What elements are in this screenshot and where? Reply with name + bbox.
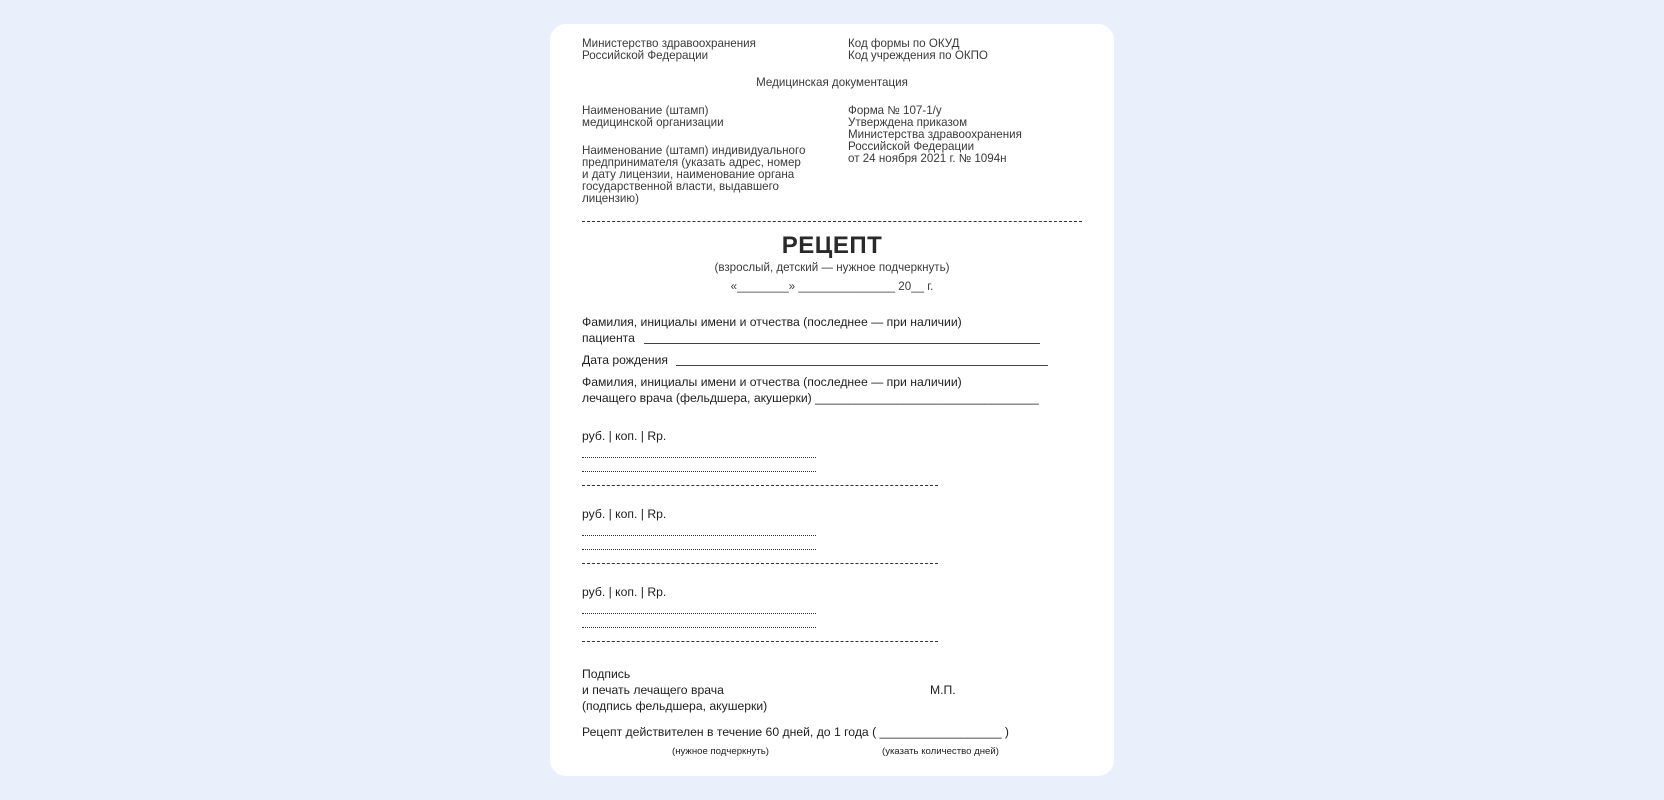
ministry-label [582, 38, 756, 62]
org-stamp-label [582, 105, 724, 129]
header-divider [582, 221, 1082, 222]
codes-block [848, 38, 988, 62]
ip-stamp-line-4: государственной власти, выдавшего [582, 180, 779, 193]
rp-divider-2 [582, 563, 938, 564]
form-approval-line-3: Российской Федерации [848, 140, 975, 153]
ministry-line-2: Российской Федерации [582, 49, 709, 62]
org-stamp-line-1: Наименование (штамп) [582, 104, 709, 117]
signature-label-3: (подпись фельдшера, акушерки) [582, 699, 768, 713]
okpo-label: Код учреждения по ОКПО [848, 49, 988, 62]
birth-date-field[interactable] [676, 365, 1048, 366]
patient-name-label-1: Фамилия, инициалы имени и отчества (последнее — при наличии) [582, 315, 962, 329]
validity-note-days: (указать количество дней) [882, 746, 999, 757]
rp-line-2a[interactable] [582, 535, 816, 536]
doc-type-label: Медицинская документация [756, 76, 908, 89]
stamp-place-label: М.П. [930, 683, 956, 697]
signature-label-2: и печать лечащего врача [582, 683, 724, 697]
rp-line-3a[interactable] [582, 613, 816, 614]
form-number: Форма № 107-1/у [848, 104, 942, 117]
birth-date-label: Дата рождения [582, 353, 668, 367]
rp-label-2: руб. | коп. | Rp. [582, 507, 667, 521]
doctor-name-field[interactable]: лечащего врача (фельдшера, акушерки) _________________________________ [582, 391, 1039, 405]
prescription-form [550, 24, 1114, 776]
form-approval-line-2: Министерства здравоохранения [848, 128, 1022, 141]
patient-name-label-2: пациента [582, 331, 635, 345]
ip-stamp-line-3: и дату лицензии, наименование органа [582, 168, 795, 181]
rp-label-1: руб. | коп. | Rp. [582, 429, 667, 443]
rp-line-2b[interactable] [582, 549, 816, 550]
date-field[interactable]: «________» _______________ 20__ г. [730, 280, 934, 293]
patient-name-field[interactable] [644, 343, 1040, 344]
rp-divider-1 [582, 485, 938, 486]
form-approval-line-1: Утверждена приказом [848, 116, 968, 129]
rp-line-1b[interactable] [582, 471, 816, 472]
ip-stamp-label [582, 145, 805, 205]
title-subtitle: (взрослый, детский — нужное подчеркнуть) [714, 261, 950, 274]
validity-note-underline: (нужное подчеркнуть) [672, 746, 769, 757]
doctor-name-label-1: Фамилия, инициалы имени и отчества (последнее — при наличии) [582, 375, 962, 389]
rp-line-1a[interactable] [582, 457, 816, 458]
validity-text[interactable]: Рецепт действителен в течение 60 дней, до 1 года ( __________________ ) [582, 725, 1009, 739]
ministry-line-1: Министерство здравоохранения [582, 37, 756, 50]
org-stamp-line-2: медицинской организации [582, 116, 724, 129]
form-approval-line-4: от 24 ноября 2021 г. № 1094н [848, 152, 1007, 165]
ip-stamp-line-1: Наименование (штамп) индивидуального [582, 144, 806, 157]
okud-label: Код формы по ОКУД [848, 37, 960, 50]
ip-stamp-line-2: предпринимателя (указать адрес, номер [582, 156, 801, 169]
page-title: РЕЦЕПТ [781, 232, 883, 259]
rp-label-3: руб. | коп. | Rp. [582, 585, 667, 599]
form-approval-block [848, 105, 1022, 165]
rp-divider-3 [582, 641, 938, 642]
signature-label-1: Подпись [582, 667, 631, 681]
rp-line-3b[interactable] [582, 627, 816, 628]
ip-stamp-line-5: лицензию) [582, 192, 639, 205]
